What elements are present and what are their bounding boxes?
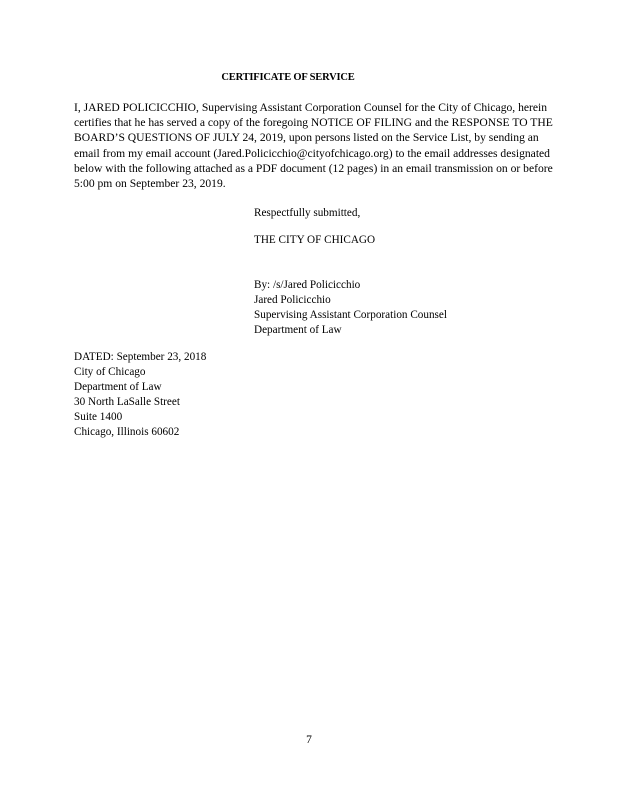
certificate-body: I, JARED POLICICCHIO, Supervising Assistant Corporation Counsel for the City of Chicago, herein certifies that he has served a copy of the foregoing NOTICE OF FILING and the RESPONSE TO THE BOARD’S QUESTIONS OF JULY 24, 2019, upon persons listed on the Service List, by sending an email from my email account (Jared.Policicchio@cityofchicago.org) to the email addresses designated below with the following attached as a PDF document (12 pages) in an email transmission on or before 5:00 pm on September 23, 2019.: [74, 101, 553, 191]
signature-by-line: By: /s/Jared Policicchio: [254, 279, 361, 291]
address-city: City of Chicago: [74, 366, 146, 378]
signature-name: Jared Policicchio: [254, 294, 331, 306]
document-title: CERTIFICATE OF SERVICE: [221, 72, 355, 83]
dated-line: DATED: September 23, 2018: [74, 351, 207, 363]
signature-role: Supervising Assistant Corporation Counsel: [254, 309, 447, 321]
dated-address-block: [74, 350, 206, 440]
address-department: Department of Law: [74, 381, 162, 393]
signature-entity: THE CITY OF CHICAGO: [254, 234, 376, 246]
address-street: 30 North LaSalle Street: [74, 396, 180, 408]
signature-closing: Respectfully submitted,: [254, 207, 361, 219]
signature-block: [254, 278, 447, 338]
page-number: 7: [306, 734, 312, 746]
signature-department: Department of Law: [254, 324, 342, 336]
address-suite: Suite 1400: [74, 411, 123, 423]
address-city-state-zip: Chicago, Illinois 60602: [74, 426, 180, 438]
